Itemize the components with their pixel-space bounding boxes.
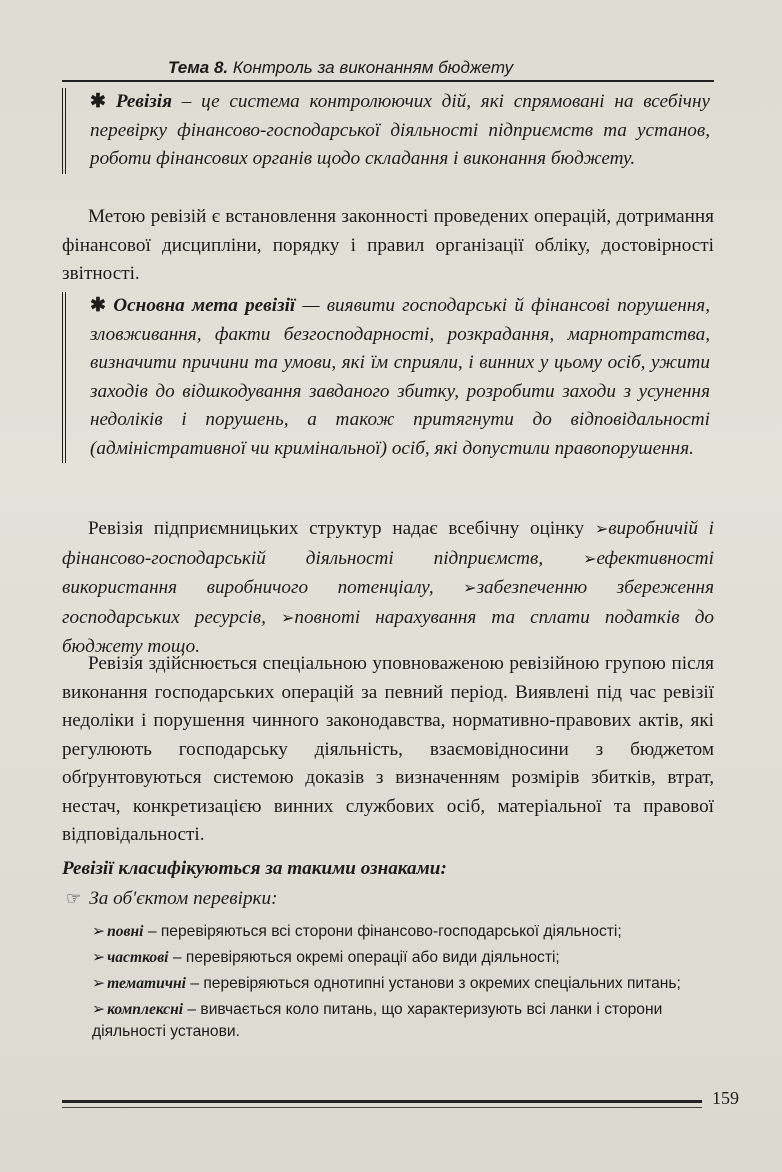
subtitle-text: За об'єктом перевірки: xyxy=(89,888,278,909)
arrow-bullet-icon: ➢ xyxy=(92,949,106,966)
main-goal-term: Основна мета ревізії xyxy=(113,295,296,316)
procedure-paragraph xyxy=(62,650,714,850)
asterisk-icon: ✱ xyxy=(90,91,107,112)
arrow-bullet-icon: ➢ xyxy=(92,1001,106,1018)
assessment-item: ефективності використання виробничого потенціалу, xyxy=(62,547,714,598)
main-goal-box xyxy=(62,292,710,463)
assessment-text xyxy=(62,515,714,662)
definition-text: – це система контролюючих дій, які спрямовані на всебічну перевірку фінансово-господарської діяльності підприємств та установ, роботи фінансових органів щодо складання і виконання бюджету. xyxy=(90,91,710,169)
classification-list xyxy=(92,921,718,1043)
definition-term: Ревізія xyxy=(115,91,172,112)
purpose-text: Метою ревізій є встановлення законності проведених операцій, дотримання фінансової дисципліни, порядку і правил організації обліку, достовірності звітності. xyxy=(62,206,714,284)
asterisk-icon: ✱ xyxy=(90,295,107,316)
assessment-item: забезпеченню збереження господарських ресурсів, xyxy=(62,577,714,628)
classification-subtitle xyxy=(66,888,278,910)
pointing-hand-icon: ☞ xyxy=(66,889,82,908)
arrow-icon: ➢ xyxy=(583,550,597,568)
list-item xyxy=(92,921,718,943)
item-term: повні xyxy=(107,923,144,940)
item-term: часткові xyxy=(107,949,169,966)
item-term: комплексні xyxy=(107,1001,184,1018)
assessment-item: повноті нарахування та сплати податків до бюджету тощо. xyxy=(62,606,714,657)
item-term: тематичні xyxy=(107,975,186,992)
assessment-item: виробничій і фінансово-господарській діяльності підприємств, xyxy=(62,518,714,569)
main-goal-text: — виявити господарські й фінансові порушення, зловживання, факти безгосподарності, розкрадання, марнотратства, визначити причини та умови, які їм сприяли, і винних у цьому осіб, ужити заходів до відшкодування завданого збитку, розробити заходи з усунення недоліків і порушень, а також притягнути до відповідальності (адміністративної чи кримінальної) осіб, які допустили правопорушення. xyxy=(90,295,711,459)
footer-rule-thin xyxy=(62,1107,702,1108)
classification-title: Ревізії класифікуються за такими ознаками: xyxy=(62,858,447,879)
list-item xyxy=(92,999,718,1043)
purpose-paragraph xyxy=(62,203,714,289)
arrow-bullet-icon: ➢ xyxy=(92,975,106,992)
arrow-icon: ➢ xyxy=(594,521,609,538)
item-text: – перевіряються однотипні установи з окремих спеціальних питань; xyxy=(186,975,681,992)
arrow-icon: ➢ xyxy=(463,580,477,597)
item-text: – перевіряються всі сторони фінансово-господарської діяльності; xyxy=(143,923,622,940)
topic-label: Тема 8. xyxy=(168,58,229,77)
list-item xyxy=(92,947,718,969)
header-rule xyxy=(62,80,714,82)
page-number: 159 xyxy=(712,1088,739,1108)
list-item xyxy=(92,973,718,995)
footer-rule-thick xyxy=(62,1100,702,1103)
assessment-lead: Ревізія підприємницьких структур надає всебічну оцінку xyxy=(88,518,595,539)
running-header xyxy=(168,58,513,78)
arrow-bullet-icon: ➢ xyxy=(92,923,106,940)
definition-box xyxy=(62,88,710,174)
topic-title: Контроль за виконанням бюджету xyxy=(232,58,514,77)
item-text: – вивчається коло питань, що характеризують всі ланки і сторони діяльності установи. xyxy=(92,1001,663,1040)
procedure-text: Ревізія здійснюється спеціальною уповноваженою ревізійною групою після виконання господарських операцій за певний період. Виявлені під час ревізії недоліки і порушення чинного законодавства, нормативно-правових актів, які регулюють господарську діяльність, взаємовідносини з бюджетом обґрунтовуються системою доказів з визначенням розмірів збитків, втрат, нестач, конкретизацією винних службових осіб, матеріальної та правової відповідальності. xyxy=(62,653,714,845)
arrow-icon: ➢ xyxy=(280,609,295,627)
assessment-paragraph xyxy=(62,515,714,662)
item-text: – перевіряються окремі операції або види діяльності; xyxy=(168,949,560,966)
